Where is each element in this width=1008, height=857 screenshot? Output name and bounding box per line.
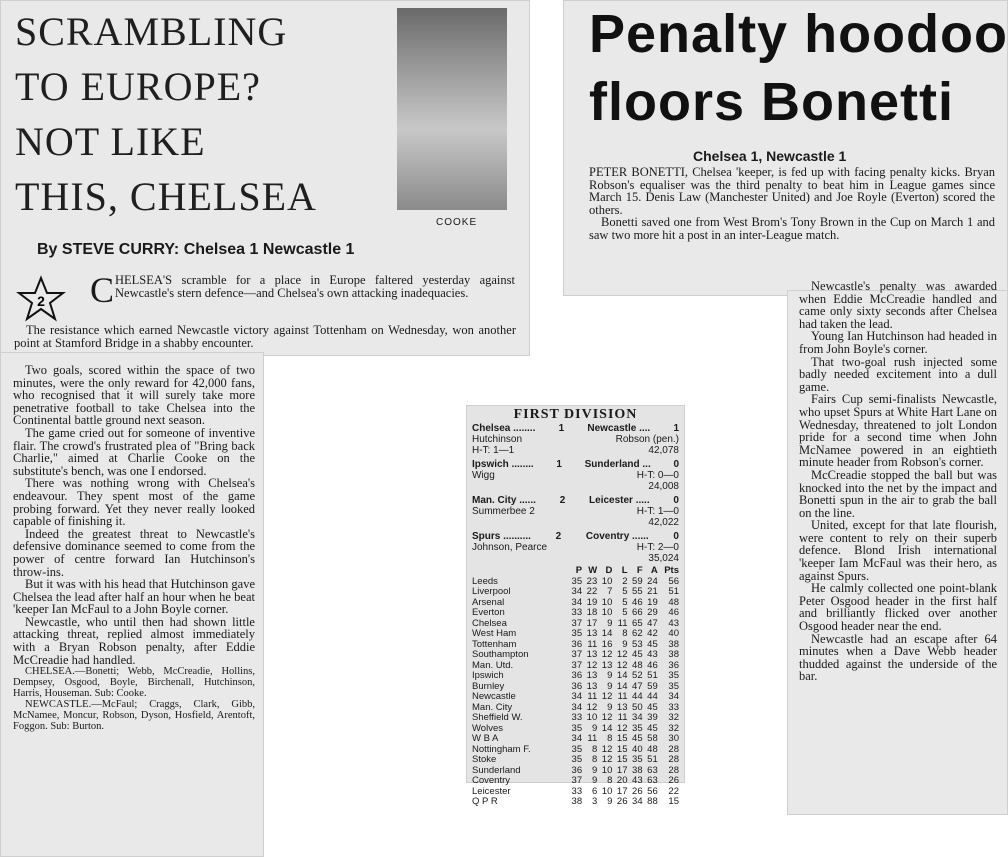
stat-cell: 36: [571, 764, 583, 776]
stat-cell: 33: [571, 607, 583, 618]
stat-cell: 40: [668, 628, 679, 639]
stat-cell: 26: [632, 785, 643, 797]
stat-cell: 2: [622, 575, 628, 587]
stat-cell: 46: [632, 596, 643, 608]
league-table: [472, 566, 679, 808]
stat-cell: 32: [668, 722, 679, 734]
match-result: Ipswich ........ 1 Sunderland ... 0 Wigg H-T: 0—0 24,008: [472, 459, 679, 492]
stat-cell: 12: [601, 754, 613, 765]
stat-cell: 47: [647, 617, 658, 629]
stat-cell: 8: [591, 754, 598, 765]
stat-cell: 35: [571, 722, 583, 734]
stat-cell: 3: [591, 796, 598, 807]
stat-cell: 9: [607, 670, 613, 681]
stat-cell: 11: [587, 691, 598, 702]
stat-cell: 8: [607, 775, 613, 786]
stat-cell: 37: [571, 649, 583, 660]
stat-cell: 13: [586, 649, 598, 660]
stat-cell: 26: [668, 775, 679, 786]
stat-cell: 44: [632, 691, 643, 702]
league-table-row: [472, 713, 679, 724]
stat-cell: 51: [647, 754, 658, 765]
team-name: Liverpool: [472, 586, 511, 597]
stat-cell: 22: [668, 785, 679, 797]
match-result: Spurs .......... 2 Coventry ...... 0 Johnson, Pearce H-T: 2—0 35,024: [472, 531, 679, 564]
league-table-row: [472, 650, 679, 661]
left-paragraph: Indeed the greatest threat to Newcastle's defensive dominance seemed to come from the power of centre forward Ian Hutchinson's throw-ins.: [13, 526, 255, 579]
right-paragraph: Fairs Cup semi-finalists Newcastle, who upset Spurs at White Hart Lane on Wednesday, threatened to jolt London pride for a second time when John McNamee powered in an eightieth minute header from Robson's corner.: [799, 392, 997, 470]
left-body-column: [13, 364, 255, 732]
stat-cell: 10: [601, 785, 613, 797]
left-paragraph: There was nothing wrong with Chelsea's endeavour. They spent most of the game probing forward. Yet they never really looked capable of finishing it.: [13, 476, 255, 529]
stat-cell: 37: [571, 617, 583, 629]
stat-cell: 34: [571, 586, 583, 597]
team-name: Leicester: [472, 785, 511, 797]
left-paragraph: Two goals, scored within the space of two minutes, were the only reward for 42,000 fans, who recognised that it will surely take more penetrative football to take Chelsea into the Continental battle ground next season.: [13, 363, 255, 428]
stat-cell: 48: [632, 659, 643, 671]
stat-cell: 53: [632, 638, 643, 650]
newcastle-lineup: NEWCASTLE.—McFaul; Craggs, Clark, Gibb, McNamee, Moncur, Robson, Dyson, Hosfield, Arentoft, Foggon. Sub: Burton.: [13, 699, 255, 733]
right-paragraph: Young Ian Hutchinson had headed in from John Boyle's corner.: [799, 329, 997, 356]
stat-cell: 36: [668, 659, 679, 671]
stat-cell: 65: [632, 617, 643, 629]
first-division-results-clipping: [466, 405, 685, 807]
stat-cell: 50: [632, 701, 643, 713]
chelsea-lineup: CHELSEA.—Bonetti; Webb, McCreadie, Hollins, Dempsey, Osgood, Boyle, Birchenall, Hutchinson, Harris, Houseman. Sub: Cooke.: [13, 666, 255, 700]
stat-cell: 21: [647, 586, 658, 597]
stat-cell: 45: [647, 722, 658, 734]
stat-cell: 33: [571, 712, 583, 723]
team-name: Q P R: [472, 796, 498, 807]
stat-cell: 11: [587, 638, 598, 650]
stat-cell: 12: [616, 649, 628, 660]
star-number: 2: [37, 293, 45, 309]
stat-cell: 20: [616, 775, 628, 786]
stat-cell: 38: [668, 649, 679, 660]
star-rating-icon: [18, 276, 64, 322]
stat-cell: 35: [668, 680, 679, 692]
stat-cell: 11: [617, 712, 628, 723]
stat-cell: 17: [586, 617, 598, 629]
stat-cell: 34: [571, 596, 583, 608]
stat-cell: 10: [601, 607, 613, 618]
stat-cell: 15: [668, 796, 679, 807]
team-name: Southampton: [472, 649, 529, 660]
league-table-row: [472, 608, 679, 619]
stat-cell: 13: [586, 628, 598, 639]
stat-cell: 32: [668, 712, 679, 723]
stat-cell: 42: [647, 628, 658, 639]
stat-cell: 11: [617, 617, 628, 629]
stat-cell: 33: [668, 701, 679, 713]
stat-cell: 13: [586, 670, 598, 681]
stat-cell: 35: [571, 575, 583, 587]
stat-cell: 13: [616, 701, 628, 713]
stat-cell: 9: [607, 701, 613, 713]
stat-cell: 28: [668, 754, 679, 765]
stat-cell: 9: [622, 638, 628, 650]
stat-cell: 19: [647, 596, 658, 608]
stat-cell: 10: [601, 764, 613, 776]
stat-cell: 45: [647, 701, 658, 713]
stat-cell: 28: [668, 743, 679, 755]
stat-cell: 11: [617, 691, 628, 702]
stat-cell: 66: [632, 607, 643, 618]
stat-cell: 52: [632, 670, 643, 681]
match-result: Chelsea ........ 1 Newcastle .... 1 Hutchinson Robson (pen.) H-T: 1—1 42,078: [472, 423, 679, 456]
right-paragraph: McCreadie stopped the ball but was knocked into the net by the impact and Bonetti spun in the air to grab the ball on the line.: [799, 467, 997, 520]
right-intro: [589, 166, 995, 242]
stat-cell: 56: [668, 575, 679, 587]
byline: By STEVE CURRY: Chelsea 1 Newcastle 1: [37, 241, 355, 258]
stat-cell: 9: [607, 617, 613, 629]
stat-cell: 37: [571, 775, 583, 786]
stat-cell: 5: [622, 596, 628, 608]
stat-cell: 48: [647, 743, 658, 755]
stat-cell: 14: [601, 628, 613, 639]
stat-cell: 63: [647, 764, 658, 776]
stat-cell: 15: [616, 733, 628, 744]
team-name: Arsenal: [472, 596, 505, 608]
stat-cell: 35: [632, 722, 643, 734]
stat-cell: 12: [616, 722, 628, 734]
left-article-header-clipping: [0, 0, 530, 356]
stat-cell: 39: [647, 712, 658, 723]
stat-cell: 35: [571, 743, 583, 755]
team-name: Ipswich: [472, 670, 504, 681]
stat-cell: 34: [632, 796, 643, 807]
stat-cell: 63: [647, 775, 658, 786]
stat-cell: 30: [668, 733, 679, 744]
team-name: Burnley: [472, 680, 505, 692]
stat-cell: 58: [647, 733, 658, 744]
stat-cell: 14: [616, 670, 628, 681]
stat-cell: 12: [601, 712, 613, 723]
left-headline: SCRAMBLING TO EUROPE? NOT LIKE THIS, CHELSEA: [15, 9, 317, 219]
stat-cell: 38: [632, 764, 643, 776]
match-result: Man. City ...... 2 Leicester ..... 0 Summerbee 2 H-T: 1—0 42,022: [472, 495, 679, 528]
stat-cell: 11: [587, 733, 598, 744]
stat-cell: 14: [601, 722, 613, 734]
stat-cell: 12: [601, 649, 613, 660]
stat-cell: 37: [571, 659, 583, 671]
stat-cell: 13: [601, 659, 613, 671]
team-name: Stoke: [472, 754, 497, 765]
stat-cell: 45: [632, 733, 643, 744]
stat-cell: 35: [571, 628, 583, 639]
stat-cell: 18: [586, 607, 598, 618]
team-name: Wolves: [472, 722, 503, 734]
league-table-row: [472, 776, 679, 787]
stat-cell: 15: [616, 743, 628, 755]
team-name: West Ham: [472, 628, 517, 639]
league-table-row: [472, 692, 679, 703]
stat-cell: 43: [632, 775, 643, 786]
right-paragraph: United, except for that late flourish, were content to rely on their superb defence. Blond Irish international 'keeper Iam McFaul was their hero, as against Spurs.: [799, 518, 997, 583]
stat-cell: 9: [607, 796, 613, 807]
team-name: Coventry: [472, 775, 511, 786]
stat-cell: 14: [616, 680, 628, 692]
stat-cell: 47: [632, 680, 643, 692]
stat-cell: 35: [571, 754, 583, 765]
stat-cell: 59: [647, 680, 658, 692]
stat-cell: 34: [571, 691, 583, 702]
stat-cell: 12: [586, 701, 598, 713]
left-paragraph: Newcastle, who until then had shown little attacking threat, replied almost immediately with a Bryan Robson penalty, after Eddie McCreadie had handled.: [13, 614, 255, 667]
right-headline: Penalty hoodoo floors Bonetti: [589, 4, 1008, 132]
stat-cell: 36: [571, 680, 583, 692]
team-name: Newcastle: [472, 691, 516, 702]
stat-cell: 35: [632, 754, 643, 765]
left-article-body-clipping: [0, 352, 264, 857]
stat-cell: 43: [647, 649, 658, 660]
stat-cell: 43: [668, 617, 679, 629]
team-name: Everton: [472, 607, 505, 618]
team-name: Sheffield W.: [472, 712, 523, 723]
stat-cell: 17: [616, 785, 628, 797]
stat-cell: 13: [586, 680, 598, 692]
right-article-header-clipping: [563, 0, 1008, 296]
right-paragraph: Newcastle had an escape after 64 minutes when a Dave Webb header thudded against the underside of the bar.: [799, 631, 997, 684]
stat-cell: 46: [668, 607, 679, 618]
stat-cell: 35: [668, 670, 679, 681]
right-article-body-clipping: [787, 279, 1008, 815]
stat-cell: 9: [591, 775, 598, 786]
stat-cell: 23: [586, 575, 598, 587]
stat-cell: 22: [586, 586, 598, 597]
left-paragraph: The game cried out for someone of inventive flair. The crowd's frustrated plea of "Bring back Charlie," aimed at Charlie Cooke on the substitute's bench, was one I endorsed.: [13, 425, 255, 478]
stat-cell: 38: [571, 796, 583, 807]
team-name: Tottenham: [472, 638, 517, 650]
left-paragraph: But it was with his head that Hutchinson gave Chelsea the lead after half an hour when he beat 'keeper Ian McFaul to a John Boyle corner.: [13, 577, 255, 617]
stat-cell: 8: [591, 743, 598, 755]
team-name: W B A: [472, 733, 499, 744]
score-line: Chelsea 1, Newcastle 1: [693, 148, 847, 164]
stat-cell: 34: [571, 701, 583, 713]
stat-cell: 34: [571, 733, 583, 744]
left-intro-paragraph-2: The resistance which earned Newcastle victory against Tottenham on Wednesday, won another point at Stamford Bridge in a shabby encounter.: [14, 323, 516, 350]
stat-cell: 33: [571, 785, 583, 797]
stat-cell: 29: [647, 607, 658, 618]
stat-cell: 9: [607, 680, 613, 692]
stat-cell: 10: [601, 575, 613, 587]
stat-cell: 34: [668, 691, 679, 702]
cooke-portrait-photo: [397, 8, 507, 210]
stat-cell: 59: [632, 575, 643, 587]
right-body-column: [799, 280, 997, 683]
results-title: FIRST DIVISION: [513, 407, 638, 422]
stat-cell: 5: [622, 586, 628, 597]
team-name: Man. City: [472, 701, 513, 713]
league-table-row: [472, 587, 679, 598]
league-table-row: [472, 734, 679, 745]
stat-cell: 10: [586, 712, 598, 723]
stat-cell: 40: [632, 743, 643, 755]
stat-cell: 5: [622, 607, 628, 618]
photo-caption: COOKE: [436, 217, 478, 228]
stat-cell: 26: [616, 796, 628, 807]
stat-cell: 16: [601, 638, 613, 650]
stat-cell: 9: [591, 722, 598, 734]
stat-cell: 36: [571, 638, 583, 650]
stat-cell: 51: [668, 586, 679, 597]
stat-cell: 48: [668, 596, 679, 608]
league-table-row: [472, 671, 679, 682]
stat-cell: 17: [616, 764, 628, 776]
right-intro-paragraph: PETER BONETTI, Chelsea 'keeper, is fed up with facing penalty kicks. Bryan Robson's equaliser was the third penalty to beat him in League games since March 15. Denis Law (Manchester United) and Joe Royle (Everton) scored the others.: [589, 165, 995, 217]
stat-cell: 28: [668, 764, 679, 776]
stat-cell: 62: [632, 628, 643, 639]
stat-cell: 12: [616, 659, 628, 671]
stat-cell: 34: [632, 712, 643, 723]
right-paragraph: That two-goal rush injected some badly needed excitement into a dull game.: [799, 354, 997, 394]
stat-cell: 44: [647, 691, 658, 702]
stat-cell: 24: [647, 575, 658, 587]
stat-cell: 8: [607, 733, 613, 744]
stat-cell: 46: [647, 659, 658, 671]
league-table-header: P W D L F A Pts: [575, 565, 679, 576]
team-name: Leeds: [472, 575, 498, 587]
league-table-row: [472, 755, 679, 766]
league-table-row: [472, 629, 679, 640]
team-name: Man. Utd.: [472, 659, 514, 671]
stat-cell: 6: [591, 785, 598, 797]
team-name: Chelsea: [472, 617, 507, 629]
right-intro-paragraph: Bonetti saved one from West Brom's Tony Brown in the Cup on March 1 and saw two more hit a post in an inter-League match.: [589, 215, 995, 242]
stat-cell: 12: [586, 659, 598, 671]
right-paragraph: He calmly collected one point-blank Peter Osgood header in the first half and brilliantly flicked over another Osgood header near the end.: [799, 581, 997, 634]
drop-cap-letter: C: [90, 270, 115, 310]
stat-cell: 45: [632, 649, 643, 660]
team-name: Nottingham F.: [472, 743, 531, 755]
stat-cell: 15: [616, 754, 628, 765]
stat-cell: 10: [601, 596, 613, 608]
stat-cell: 8: [622, 628, 628, 639]
stat-cell: 19: [586, 596, 598, 608]
stat-cell: 9: [591, 764, 598, 776]
league-table-row: [472, 797, 679, 808]
stat-cell: 38: [668, 638, 679, 650]
stat-cell: 88: [647, 796, 658, 807]
team-name: Sunderland: [472, 764, 521, 776]
stat-cell: 56: [647, 785, 658, 797]
right-paragraph: Newcastle's penalty was awarded when Eddie McCreadie handled and came only sixty seconds after Chelsea had taken the lead.: [799, 279, 997, 331]
stat-cell: 12: [601, 691, 613, 702]
stat-cell: 12: [601, 743, 613, 755]
stat-cell: 36: [571, 670, 583, 681]
stat-cell: 55: [632, 586, 643, 597]
left-intro-paragraph: HELSEA'S scramble for a place in Europe faltered yesterday against Newcastle's stern defence—and Chelsea's own attacking inadequacies.: [115, 273, 515, 300]
stat-cell: 45: [647, 638, 658, 650]
stat-cell: 51: [647, 670, 658, 681]
stat-cell: 7: [607, 586, 613, 597]
